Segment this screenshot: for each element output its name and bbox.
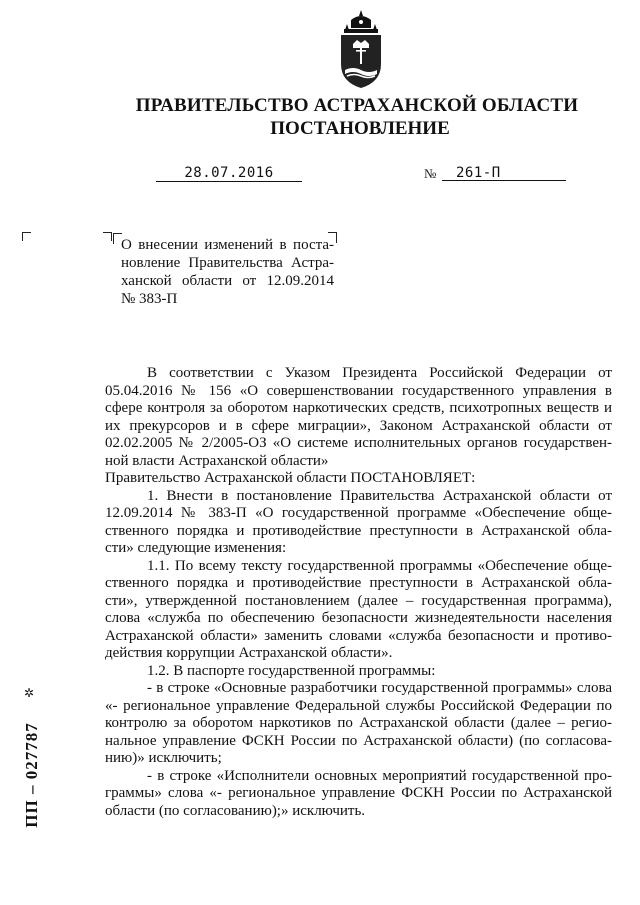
date-field (156, 164, 302, 182)
coat-of-arms-emblem (333, 8, 389, 92)
body-line: сти», утвержденной постановлением (далее – государственная программа), (105, 592, 612, 609)
corner-mark-right (103, 232, 112, 241)
body-line: ственного порядка и противодействие преступности в Астраханской обла- (105, 575, 612, 591)
document-body (105, 365, 612, 820)
body-line: контролю за оборотом наркотиков по Астраханской области (далее – регио- (105, 715, 612, 731)
body-line: граммы» слова «- региональное управление ФСКН России по Астраханской (105, 785, 612, 801)
serial-number: ПП – 027787 (22, 722, 41, 828)
body-line: слова «служба по обеспечению безопасности жизнедеятельности населения (105, 610, 612, 626)
organization-title: ПРАВИТЕЛЬСТВО АСТРАХАНСКОЙ ОБЛАСТИ (135, 95, 579, 116)
body-line: «- региональное управление Федеральной службы Российской Федерации по (105, 697, 612, 714)
body-line: 05.04.2016 № 156 «О совершенствовании государственного управления в (105, 382, 612, 399)
margin-serial-stamp (22, 690, 42, 860)
body-line: ной власти Астраханской области» (105, 452, 329, 469)
body-line: 1.2. В паспорте государственной программы: (147, 662, 436, 679)
corner-mark-left (22, 232, 31, 241)
document-type: ПОСТАНОВЛЕНИЕ (270, 118, 450, 139)
number-field (442, 164, 566, 181)
body-line: нию)» исключить; (105, 750, 222, 766)
subject-block (121, 236, 334, 308)
asterisk-icon: ✲ (24, 686, 35, 700)
body-line: 12.09.2014 № 383-П «О государственной программе «Обеспечение обще- (105, 505, 612, 521)
body-line: действия коррупции Астраханской области». (105, 645, 393, 661)
body-line: 1.1. По всему тексту государственной программы «Обеспечение обще- (147, 557, 612, 574)
body-line: их прекурсоров и в сфере миграции», Законом Астраханской области от (105, 417, 612, 434)
subject-line: новление Правительства Астра- (121, 255, 334, 271)
body-line: 02.02.2005 № 2/2005-ОЗ «О системе исполнительных органов государствен- (105, 435, 612, 451)
body-line: 1. Внести в постановление Правительства Астраханской области от (147, 487, 612, 504)
body-line: Астраханской области» заменить словами «служба безопасности и противо- (105, 627, 612, 644)
subject-line: О внесении изменений в поста- (121, 237, 334, 253)
body-line: нальное управление ФСКН России по Астраханской области) (по согласова- (105, 732, 612, 749)
body-line: области (по согласованию);» исключить. (105, 802, 366, 819)
body-line: Правительство Астраханской области ПОСТАНОВЛЯЕТ: (105, 470, 476, 486)
document-number: 261-П (456, 165, 501, 181)
subject-line: № 383-П (121, 291, 178, 307)
body-line: В соответствии с Указом Президента Российской Федерации от (147, 365, 612, 381)
body-line: ственного порядка и противодействие преступности в Астраханской обла- (105, 522, 612, 539)
body-line: сфере контроля за оборотом наркотических средств, психотропных веществ и (105, 400, 612, 416)
subject-line: ханской области от 12.09.2014 (121, 273, 334, 289)
body-line: - в строке «Исполнители основных мероприятий государственной про- (147, 767, 612, 784)
body-line: - в строке «Основные разработчики государственной программы» слова (147, 680, 612, 696)
body-line: сти» следующие изменения: (105, 540, 287, 556)
number-sign: № (424, 166, 437, 181)
document-date: 28.07.2016 (184, 165, 274, 181)
